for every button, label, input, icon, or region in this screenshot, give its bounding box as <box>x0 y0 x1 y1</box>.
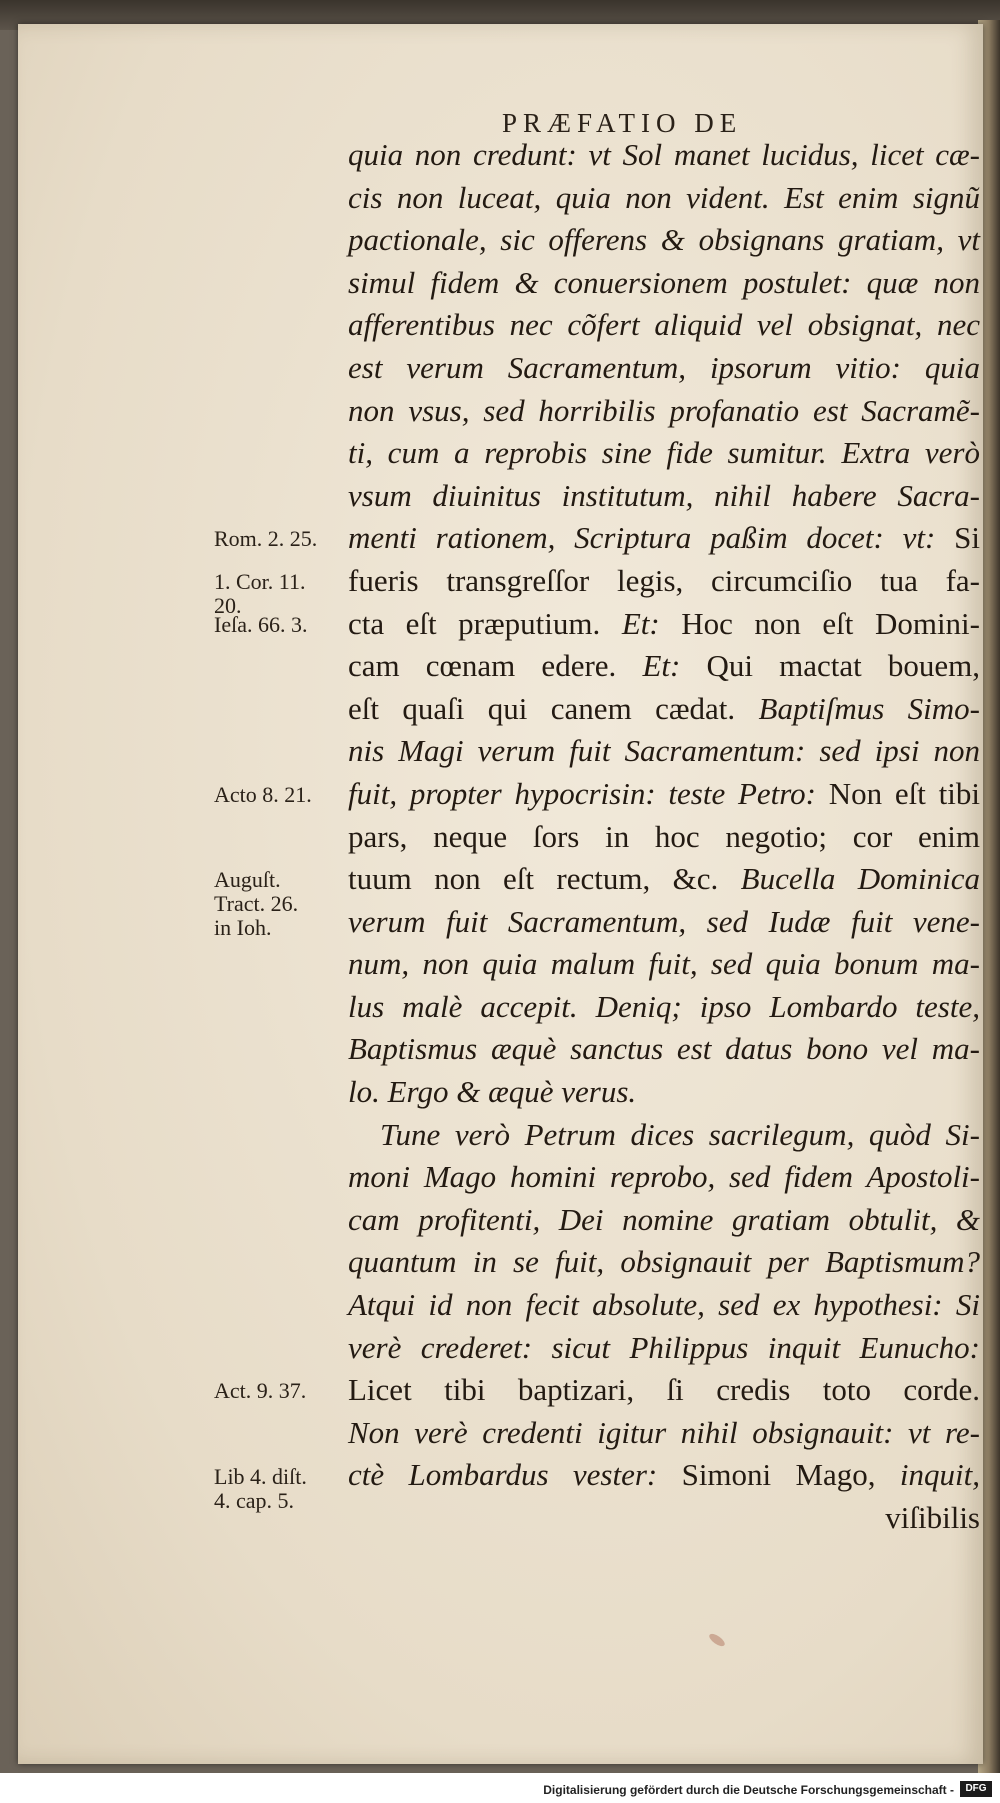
text-run: simul fidem & conuersionem postulet: quæ non <box>348 264 980 300</box>
text-run: lo. Ergo & æquè verus. <box>348 1074 637 1110</box>
text-line <box>348 304 980 347</box>
text-run: quantum in se fuit, obsignauit per Baptismum? <box>348 1244 980 1280</box>
text-run: Et: <box>621 605 682 641</box>
dfg-logo: DFG <box>960 1781 992 1797</box>
text-run: eſt quaſi qui canem cædat. <box>348 690 759 726</box>
text-run: Licet tibi baptizari, ſi credis toto corde. <box>348 1372 980 1408</box>
text-run: pars, neque ſors in hoc negotio; cor enim <box>348 818 980 854</box>
text-run: cam cœnam edere. <box>348 648 643 684</box>
margin-note-line: in Ioh. <box>214 915 272 941</box>
body-text <box>348 134 980 1540</box>
text-run: non vsus, sed horribilis profanatio est Sacramẽ- <box>348 392 980 428</box>
text-line <box>348 347 980 390</box>
text-line <box>348 901 980 944</box>
margin-note-line: Acto 8. 21. <box>214 782 312 807</box>
text-line <box>348 177 980 220</box>
text-run: Et: <box>642 648 707 684</box>
text-line <box>348 517 980 560</box>
text-run: Simoni Mago, <box>681 1457 900 1493</box>
text-run: Baptismus æquè sanctus est datus bono vel ma- <box>348 1031 980 1067</box>
text-line <box>348 858 980 901</box>
text-line <box>348 134 980 177</box>
text-run: Atqui id non fecit absolute, sed ex hypothesi: Si <box>348 1287 980 1323</box>
text-line <box>348 219 980 262</box>
digitization-footer <box>0 1773 1000 1803</box>
text-line <box>348 1071 980 1114</box>
margin-note <box>214 1379 306 1403</box>
text-run: viſibilis <box>885 1500 980 1535</box>
text-line <box>348 1284 980 1327</box>
footer-credit: Digitalisierung gefördert durch die Deutsche Forschungsgemeinschaft - <box>543 1783 954 1797</box>
text-line <box>348 390 980 433</box>
text-run: Baptiſmus Simo- <box>758 690 980 726</box>
margin-note-line: Act. 9. 37. <box>214 1378 307 1404</box>
text-run: num, non quia malum fuit, sed quia bonum ma- <box>348 946 980 982</box>
text-line <box>348 688 980 731</box>
margin-note-line: 1. Cor. 11. <box>214 569 306 594</box>
margin-note-line: Auguſt. <box>214 867 281 893</box>
running-head: PRÆFATIO DE <box>502 108 743 138</box>
text-line <box>348 730 980 773</box>
text-run: Si <box>954 520 980 556</box>
text-run: menti rationem, Scriptura paßim docet: vt: <box>348 520 955 556</box>
text-run: Tune verò Petrum dices sacrilegum, quòd Si- <box>380 1116 980 1152</box>
text-line <box>348 645 980 688</box>
margin-note-line: 4. cap. 5. <box>214 1487 295 1513</box>
text-run: moni Mago homini reprobo, sed fidem Apostoli- <box>348 1159 980 1195</box>
margin-note <box>214 613 307 637</box>
text-run: verum fuit Sacramentum, sed Iudæ fuit vene- <box>348 903 980 939</box>
text-run: afferentibus nec cõfert aliquid vel obsignat, nec <box>348 307 980 343</box>
margin-note-line: Rom. 2. 25. <box>214 526 318 552</box>
text-line <box>348 1327 980 1370</box>
text-run: verè crederet: sicut Philippus inquit Eunucho: <box>348 1329 980 1365</box>
margin-note-line: Ieſa. 66. 3. <box>214 611 308 637</box>
text-run: est verum Sacramentum, ipsorum vitio: quia <box>348 349 980 385</box>
text-run: cta eſt præputium. <box>348 605 622 641</box>
text-line <box>348 1412 980 1455</box>
text-run: fuit, propter hypocrisin: teste Petro: <box>348 775 829 811</box>
text-run: pactionale, sic offerens & obsignans gratiam, vt <box>348 222 980 258</box>
text-run: tuum non eſt rectum, &c. <box>348 861 741 897</box>
text-line <box>348 560 980 603</box>
margin-note-line: Tract. 26. <box>214 891 299 917</box>
margin-note <box>214 868 298 940</box>
text-line <box>348 1156 980 1199</box>
margin-note <box>214 783 312 807</box>
margin-note <box>214 1465 307 1513</box>
book-page <box>18 24 983 1764</box>
ink-stain <box>707 1632 726 1649</box>
text-run: Hoc non eſt Domini- <box>681 605 980 641</box>
text-run: fueris transgreſſor legis, circumciſio tua fa- <box>348 562 980 598</box>
text-line <box>348 1199 980 1242</box>
text-run: inquit, <box>899 1457 980 1493</box>
text-run: Qui mactat bouem, <box>706 648 980 684</box>
text-line <box>348 773 980 816</box>
text-run: lus malè accepit. Deniq; ipso Lombardo teste, <box>348 988 980 1024</box>
margin-note <box>214 570 305 618</box>
margin-note-line: 20. <box>214 593 242 618</box>
text-line <box>348 986 980 1029</box>
text-line <box>348 1241 980 1284</box>
text-line <box>348 1369 980 1412</box>
text-line <box>348 1114 980 1157</box>
text-run: nis Magi verum fuit Sacramentum: sed ipsi non <box>348 733 980 769</box>
margin-note <box>214 527 317 551</box>
text-run: quia non credunt: vt Sol manet lucidus, licet cæ- <box>348 137 980 172</box>
text-line <box>348 1028 980 1071</box>
text-line <box>348 816 980 859</box>
text-line <box>348 432 980 475</box>
text-run: vsum diuinitus institutum, nihil habere Sacra- <box>348 477 980 513</box>
text-line <box>348 943 980 986</box>
text-run: Non verè credenti igitur nihil obsignauit: vt re- <box>348 1414 980 1450</box>
text-run: ti, cum a reprobis sine fide sumitur. Extra verò <box>348 435 980 471</box>
text-line <box>348 262 980 305</box>
text-line <box>348 1497 980 1540</box>
text-run: cam profitenti, Dei nomine gratiam obtulit, & <box>348 1201 980 1237</box>
text-run: ctè Lombardus vester: <box>348 1457 682 1493</box>
text-run: cis non luceat, quia non vident. Est enim signũ <box>348 179 980 215</box>
text-run: Non eſt tibi <box>828 775 980 811</box>
margin-note-line: Lib 4. diſt. <box>214 1463 307 1489</box>
text-line <box>348 475 980 518</box>
text-line <box>348 1454 980 1497</box>
text-line <box>348 603 980 646</box>
text-run: Bucella Dominica <box>740 861 980 897</box>
